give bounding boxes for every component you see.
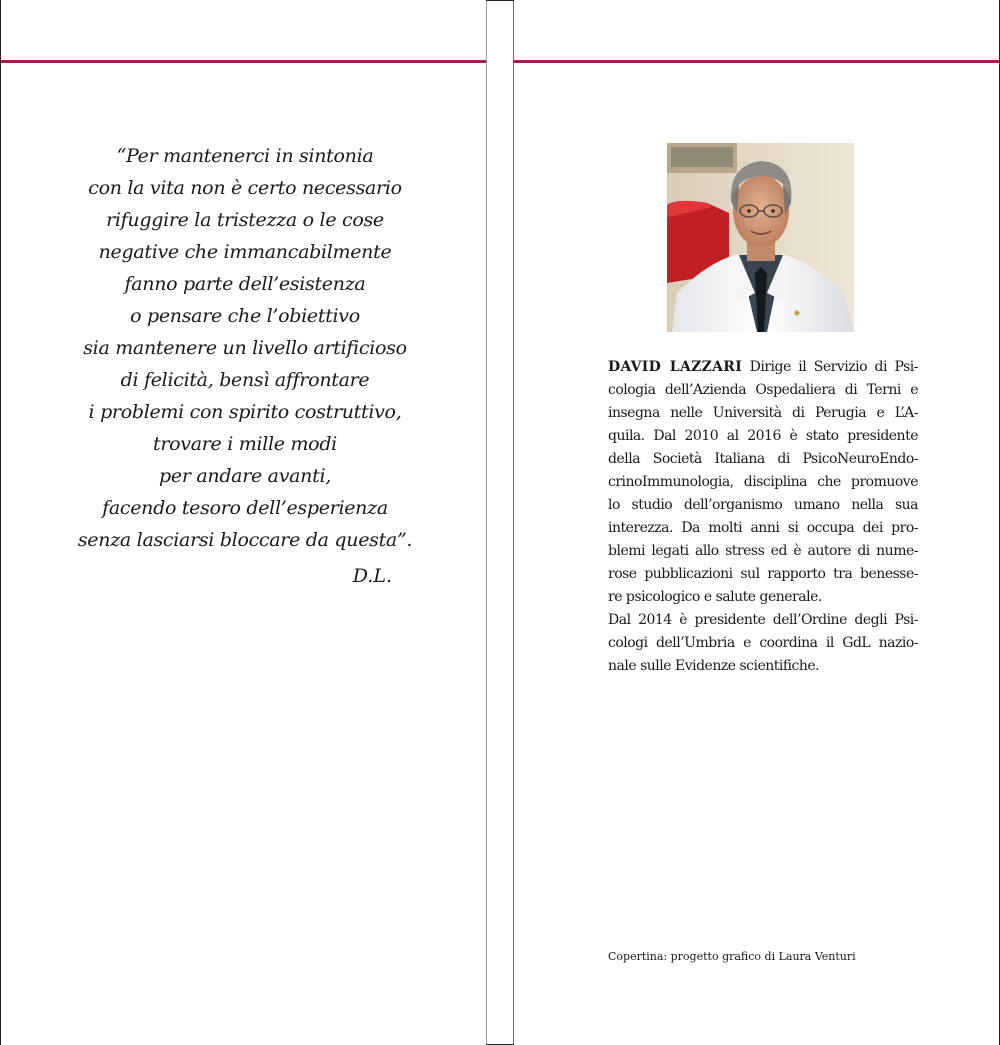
author-name: DAVID LAZZARI bbox=[608, 359, 743, 375]
author-biography bbox=[608, 356, 918, 678]
bio-line: cologia dell’Azienda Ospedaliera di Terni e bbox=[608, 382, 918, 398]
bio-line: interezza. Da molti anni si occupa dei pro- bbox=[608, 520, 918, 536]
quote-line: sia mantenere un livello artificioso bbox=[83, 337, 407, 359]
quote-line: facendo tesoro dell’esperienza bbox=[102, 497, 388, 519]
fold-line-right bbox=[513, 1, 514, 1044]
bio-line: re psicologico e salute generale. bbox=[608, 589, 822, 605]
epigraph-quote bbox=[60, 140, 430, 556]
quote-line: “Per mantenerci in sintonia bbox=[116, 145, 374, 167]
quote-line: i problemi con spirito costruttivo, bbox=[88, 401, 402, 423]
bio-line: crinoImmunologia, disciplina che promuove bbox=[608, 474, 918, 490]
bio-first-line bbox=[608, 356, 918, 379]
cover-credit: Copertina: progetto grafico di Laura Venturi bbox=[608, 950, 856, 963]
quote-line: trovare i mille modi bbox=[153, 433, 337, 455]
bio-line: nale sulle Evidenze scientifiche. bbox=[608, 658, 820, 674]
bio-line: quila. Dal 2010 al 2016 è stato presidente bbox=[608, 428, 918, 444]
bio-line: Dirige il Servizio di Psi- bbox=[742, 359, 918, 375]
bio-line: della Società Italiana di PsicoNeuroEndo- bbox=[608, 451, 918, 467]
spine-gutter bbox=[486, 1, 514, 1044]
quote-line: negative che immancabilmente bbox=[98, 241, 392, 263]
bio-line: Dal 2014 è presidente dell’Ordine degli Psi- bbox=[608, 612, 918, 628]
quote-line: di felicità, bensì affrontare bbox=[120, 369, 370, 391]
quote-line: fanno parte dell’esistenza bbox=[124, 273, 366, 295]
left-accent-rule bbox=[1, 60, 486, 63]
quote-line: o pensare che l’obiettivo bbox=[130, 305, 360, 327]
quote-line: con la vita non è certo necessario bbox=[88, 177, 402, 199]
right-accent-rule bbox=[514, 60, 999, 63]
quote-attribution: D.L. bbox=[352, 565, 392, 587]
bio-line: rose pubblicazioni sul rapporto tra benesse- bbox=[608, 566, 918, 582]
quote-line: senza lasciarsi bloccare da questa”. bbox=[77, 529, 413, 551]
bio-line: lo studio dell’organismo umano nella sua bbox=[608, 497, 918, 513]
quote-line: rifuggire la tristezza o le cose bbox=[106, 209, 384, 231]
quote-line: per andare avanti, bbox=[159, 465, 331, 487]
author-portrait-photo bbox=[667, 143, 854, 332]
fold-line-left bbox=[486, 1, 487, 1044]
bio-line: insegna nelle Università di Perugia e L’A- bbox=[608, 405, 918, 421]
bio-line: cologi dell’Umbria e coordina il GdL nazio- bbox=[608, 635, 918, 651]
bio-line: blemi legati allo stress ed è autore di nume- bbox=[608, 543, 918, 559]
